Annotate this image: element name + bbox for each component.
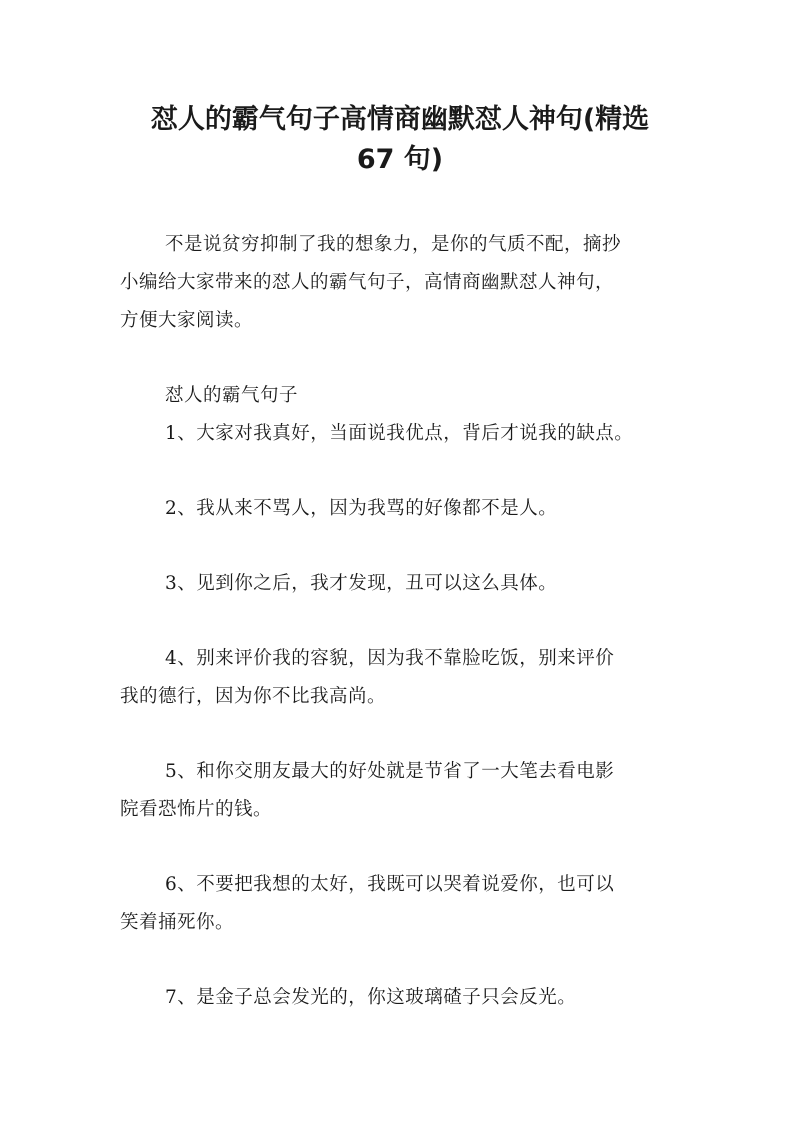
list-item-7: 7、是金子总会发光的，你这玻璃碴子只会反光。 <box>165 987 577 1008</box>
intro-line-3: 方便大家阅读。 <box>120 310 254 331</box>
list-item-3: 3、见到你之后，我才发现，丑可以这么具体。 <box>165 573 558 594</box>
list-item-5-line-2: 院看恐怖片的钱。 <box>120 799 273 820</box>
section-heading: 怼人的霸气句子 <box>165 385 299 406</box>
intro-line-1: 不是说贫穷抑制了我的想象力，是你的气质不配，摘抄 <box>165 234 622 255</box>
list-item-6-line-1: 6、不要把我想的太好，我既可以哭着说爱你，也可以 <box>165 874 615 895</box>
list-item-4-line-2: 我的德行，因为你不比我高尚。 <box>120 686 387 707</box>
document-title-line-2: 67 句) <box>356 144 444 175</box>
list-item-2: 2、我从来不骂人，因为我骂的好像都不是人。 <box>165 498 558 519</box>
intro-line-2: 小编给大家带来的怼人的霸气句子，高情商幽默怼人神句， <box>120 272 615 293</box>
list-item-6-line-2: 笑着捅死你。 <box>120 912 235 933</box>
list-item-1: 1、大家对我真好，当面说我优点，背后才说我的缺点。 <box>165 423 634 444</box>
list-item-5-line-1: 5、和你交朋友最大的好处就是节省了一大笔去看电影 <box>165 761 615 782</box>
document-title-line-1: 怼人的霸气句子高情商幽默怼人神句(精选 <box>150 104 650 135</box>
list-item-4-line-1: 4、别来评价我的容貌，因为我不靠脸吃饭，别来评价 <box>165 648 615 669</box>
